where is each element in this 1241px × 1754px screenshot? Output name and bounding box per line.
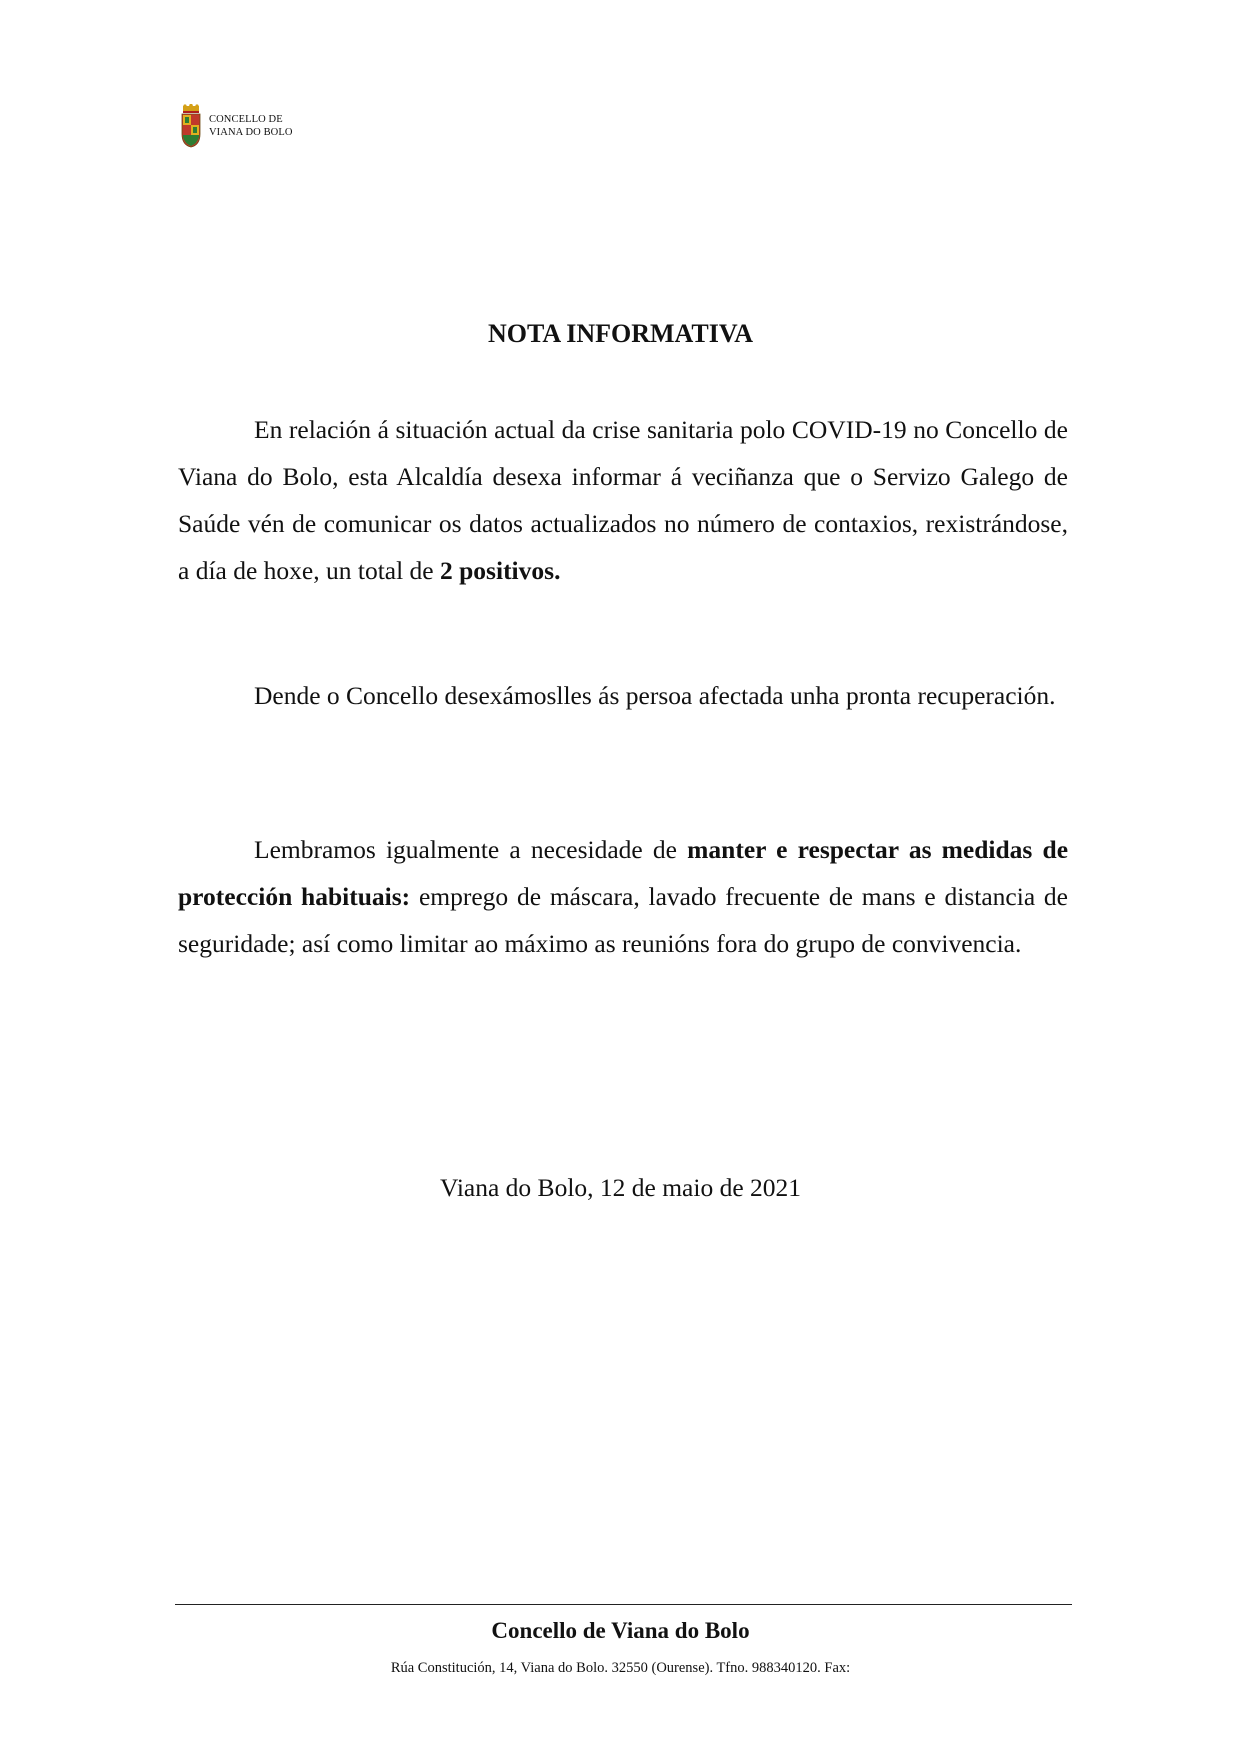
- letterhead: [180, 104, 293, 148]
- coat-of-arms-icon: [180, 104, 202, 148]
- paragraph-measures-details: emprego de máscara, lavado frecuente de mans e distancia de seguridade; así como limitar ao máximo as reunións fora do grupo de convivencia.: [178, 882, 1069, 958]
- positive-count: 2 positivos.: [440, 556, 561, 585]
- footer-organization-name: Concello de Viana do Bolo: [491, 1618, 750, 1643]
- paragraph-situation: [178, 406, 1068, 594]
- footer-divider: [175, 1604, 1072, 1605]
- dateline: Viana do Bolo, 12 de maio de 2021: [439, 1173, 802, 1202]
- paragraph-wishes-text: Dende o Concello desexámoslles ás persoa afectada unha pronta recuperación.: [254, 681, 1056, 710]
- footer-address: Rúa Constitución, 14, Viana do Bolo. 32550 (Ourense). Tfno. 988340120. Fax:: [390, 1660, 851, 1676]
- letterhead-line-2: VIANA DO BOLO: [209, 127, 293, 138]
- paragraph-measures-intro: Lembramos igualmente a necesidade de: [254, 835, 688, 864]
- paragraph-wishes: [178, 672, 1068, 719]
- measures-emphasis: manter e respectar as medidas de protección habituais:: [178, 835, 1069, 911]
- page-title: NOTA INFORMATIVA: [487, 319, 754, 348]
- paragraph-measures: [178, 826, 1068, 967]
- paragraph-situation-text: En relación á situación actual da crise sanitaria polo COVID-19 no Concello de Viana do Bolo, esta Alcaldía desexa informar á veciñanza que o Servizo Galego de Saúde vén de comunicar os datos actualizados no número de contaxios, rexistrándose, a día de hoxe, un total de: [178, 415, 1068, 585]
- letterhead-line-1: CONCELLO DE: [209, 114, 283, 125]
